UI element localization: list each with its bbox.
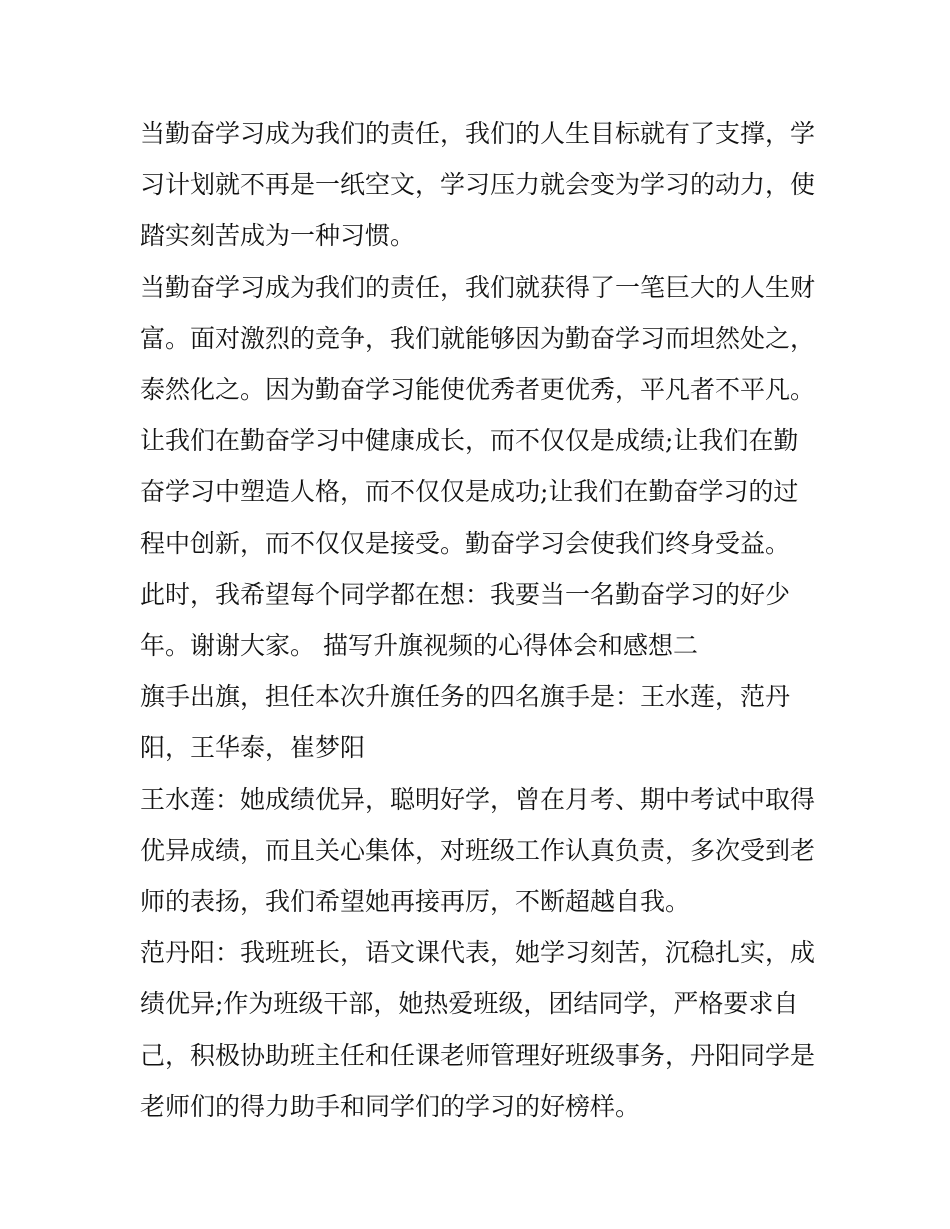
paragraph-closing-wish: 此时，我希望每个同学都在想：我要当一名勤奋学习的好少年。谢谢大家。 描写升旗视频的心得体会和感想二	[140, 579, 791, 661]
document-body	[140, 108, 820, 1132]
paragraph-wang-shuilian: 王水莲：她成绩优异，聪明好学，曾在月考、期中考试中取得优异成绩，而且关心集体，对班级工作认真负责，多次受到老师的表扬，我们希望她再接再厉，不断超越自我。	[140, 784, 816, 917]
paragraph-flag-bearers: 旗手出旗，担任本次升旗任务的四名旗手是：王水莲，范丹阳，王华泰，崔梦阳	[140, 682, 791, 763]
paragraph-responsibility-wealth: 当勤奋学习成为我们的责任，我们就获得了一笔巨大的人生财富。面对激烈的竞争，我们就能够因为勤奋学习而坦然处之，泰然化之。因为勤奋学习能使优秀者更优秀，平凡者不平凡。让我们在勤奋学习中健康成长，而不仅仅是成绩;让我们在勤奋学习中塑造人格，而不仅仅是成功;让我们在勤奋学习的过程中创新，而不仅仅是接受。勤奋学习会使我们终身受益。	[140, 272, 816, 558]
paragraph-responsibility-habit: 当勤奋学习成为我们的责任，我们的人生目标就有了支撑，学习计划就不再是一纸空文，学习压力就会变为学习的动力，使踏实刻苦成为一种习惯。	[140, 119, 816, 251]
paragraph-fan-danyang: 范丹阳：我班班长，语文课代表，她学习刻苦，沉稳扎实，成绩优异;作为班级干部，她热爱班级，团结同学，严格要求自己，积极协助班主任和任课老师管理好班级事务，丹阳同学是老师们的得力助手和同学们的学习的好榜样。	[140, 938, 816, 1121]
